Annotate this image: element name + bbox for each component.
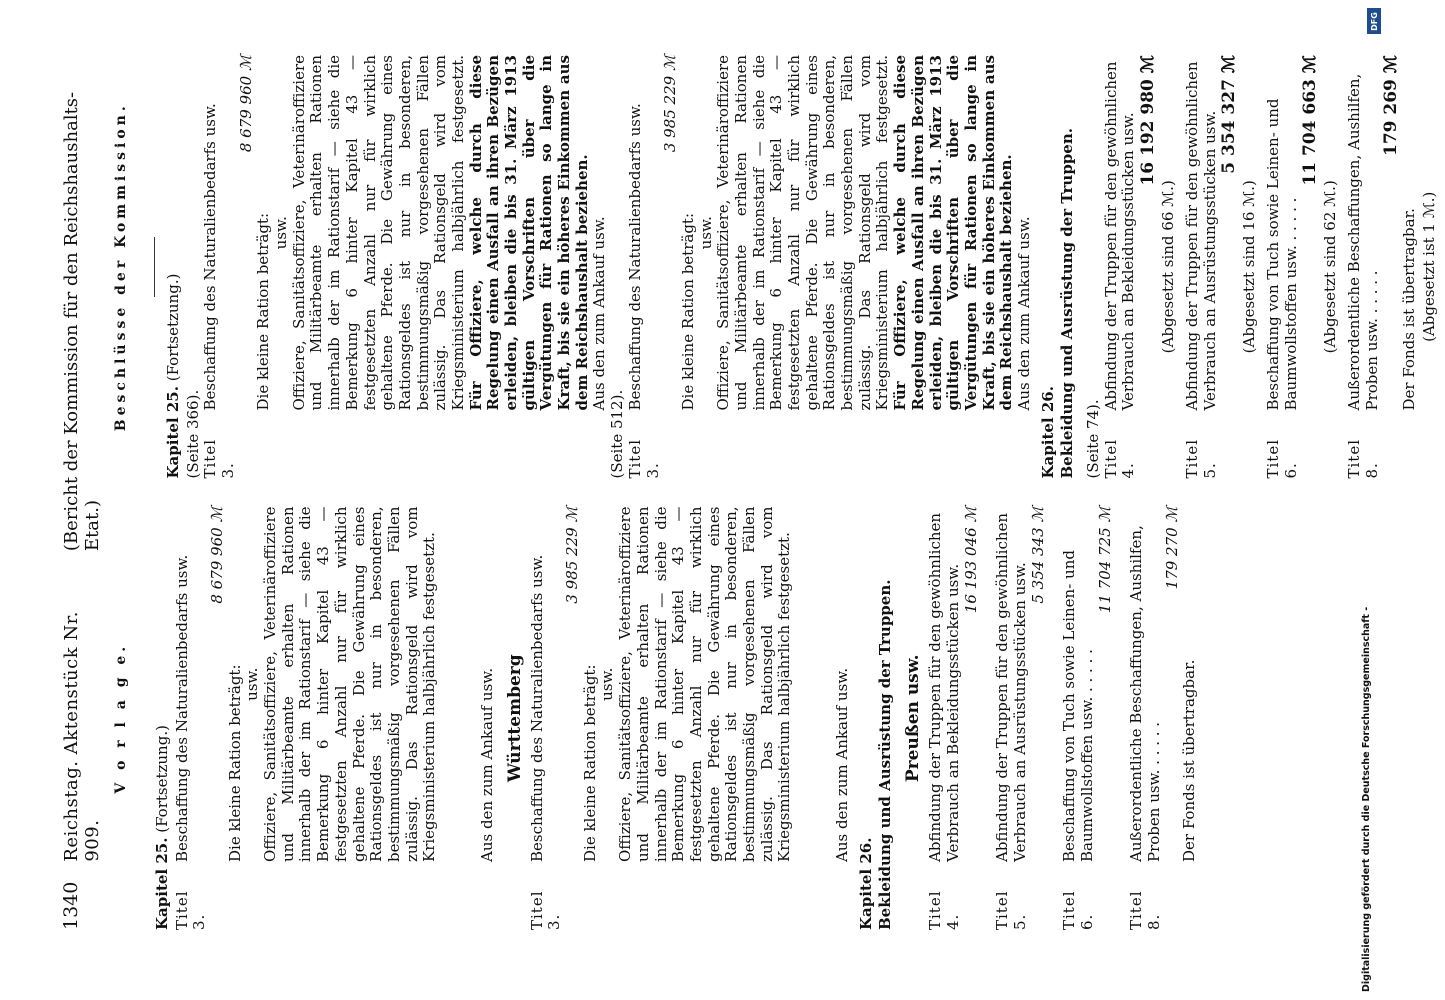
fortsetzung-label: (Fortsetzung.) bbox=[163, 273, 182, 382]
header-left: Reichstag. Aktenstück Nr. 909. bbox=[61, 611, 104, 862]
page-header bbox=[60, 55, 103, 930]
titel-text: Außerordentliche Beschaffungen, Aushilfen, Proben usw. . . . . . bbox=[1345, 73, 1381, 411]
titel-text: Beschaffung des Naturalienbedarfs usw. bbox=[625, 103, 644, 411]
titel-label: Titel 3. bbox=[527, 890, 564, 930]
seite-ref: (Seite 512). bbox=[608, 389, 627, 479]
titel-label: Titel 3. bbox=[625, 438, 662, 479]
titel-text: Abfindung der Truppen für den gewöhnlichen Verbrauch an Ausrüstungsstücken usw. bbox=[1182, 61, 1219, 411]
fonds-text: Der Fonds ist übertragbar. bbox=[1180, 659, 1199, 862]
titel-label: Titel 6. bbox=[1060, 890, 1096, 930]
titel-text: Beschaffung des Naturalienbedarfs usw. bbox=[172, 554, 191, 862]
ration-intro: Die kleine Ration beträgt: bbox=[225, 664, 244, 862]
titel-label: Titel 4. bbox=[926, 890, 962, 930]
amount: 16 192 980 ℳ bbox=[1138, 55, 1159, 186]
ankauf-text: Aus den zum Ankauf usw. bbox=[1014, 216, 1033, 411]
ankauf-text: Aus den zum Ankauf usw. bbox=[477, 667, 496, 862]
titel-label: Titel 5. bbox=[993, 890, 1029, 930]
amount: 8 679 960 ℳ bbox=[236, 55, 255, 153]
abgesetzt-note: (Abgesetzt sind 62 ℳ.) bbox=[1321, 180, 1340, 354]
titel-label: Titel 3. bbox=[172, 890, 209, 930]
titel-label: Titel 5. bbox=[1182, 438, 1219, 479]
titel-text: Abfindung der Truppen für den gewöhnlichen Verbrauch an Ausrüstungsstücken usw. bbox=[993, 512, 1029, 862]
ration-paragraph: Offiziere, Sanitätsoffiziere, Veterinäroffiziere und Militärbeamte erhalten Rationen innerhalb der im Rationstarif — siehe die Bemerkung 6 hinter Kapitel 43 — festgesetzten Anzahl nur für wirklich gehaltene Pferde. Die Gewährung eines Rationsgeldes ist nur in besonderen, bestimmungsmäßig vorgesehenen Fällen zulässig. Das Rationsgeld wird vom Kriegsministerium halbjährlich festgesetzt. Für Offiziere, welche durch diese Regelung einen Ausfall an ihren Bezügen erleiden, bleiben die bis 31. März 1913 gültigen Vorschriften über die Vergütungen für Rationen so lange in Kraft, bis sie ein höheres Einkommen aus dem Reichshaushalt beziehen. bbox=[289, 55, 591, 411]
kapitel-26-title: Bekleidung und Ausrüstung der Truppen. bbox=[1058, 128, 1077, 479]
titel-text: Beschaffung des Naturalienbedarfs usw. bbox=[201, 103, 220, 411]
amount: 3 985 229 ℳ bbox=[563, 506, 582, 604]
page-number: 1340 bbox=[60, 881, 82, 930]
ration-bold-amendment: Für Offiziere, welche durch diese Regelung einen Ausfall an ihren Bezügen erleiden, bleiben die bis 31. März 1913 gültigen Vorschriften über die Vergütungen für Rationen so lange in Kraft, bis sie ein höheres Einkommen aus dem Reichshaushalt beziehen. bbox=[466, 55, 591, 411]
state-heading-wuerttemberg: Württemberg bbox=[504, 654, 525, 783]
ration-intro: Die kleine Ration beträgt: bbox=[678, 212, 697, 411]
vorlage-heading: V o r l a g e. bbox=[113, 642, 130, 794]
state-heading-preussen: Preußen usw. bbox=[903, 654, 924, 783]
beschluesse-column bbox=[113, 55, 1444, 479]
kapitel-25-label: Kapitel 25. bbox=[163, 386, 182, 479]
amount: 5 354 327 ℳ bbox=[1219, 55, 1240, 174]
titel-label: Titel 6. bbox=[1263, 438, 1300, 479]
kapitel-26-label: Kapitel 26. bbox=[1038, 386, 1057, 479]
ration-bold-amendment: Für Offiziere, welche durch diese Regelung einen Ausfall an ihren Bezügen erleiden, bleiben die bis 31. März 1913 gültigen Vorschriften über die Vergütungen für Rationen so lange in Kraft, bis sie ein höheres Einkommen aus dem Reichshaushalt beziehen. bbox=[891, 55, 1016, 411]
titel-text: Abfindung der Truppen für den gewöhnlichen Verbrauch an Bekleidungsstücken usw. bbox=[1101, 61, 1138, 411]
titel-label: Titel 8. bbox=[1127, 890, 1164, 930]
usw-text: usw. bbox=[598, 667, 617, 701]
beschluesse-heading: Beschlüsse der Kommission. bbox=[113, 102, 130, 432]
fortsetzung-label: (Fortsetzung.) bbox=[152, 725, 171, 833]
titel-text: Beschaffung des Naturalienbedarfs usw. bbox=[527, 554, 546, 862]
titel-text: Beschaffung von Tuch sowie Leinen- und Baumwollstoffen usw. . . . . . bbox=[1060, 550, 1096, 862]
digitization-credit: Digitalisierung gefördert durch die Deutsche Forschungsgemeinschaft - bbox=[1361, 606, 1372, 992]
amount: 3 985 229 ℳ bbox=[661, 55, 680, 153]
amount: 16 193 046 ℳ bbox=[961, 506, 980, 614]
fonds-text: Der Fonds ist übertragbar. bbox=[1400, 208, 1419, 411]
usw-text: usw. bbox=[272, 216, 291, 250]
titel-label: Titel 8. bbox=[1345, 438, 1381, 479]
seite-ref: (Seite 366). bbox=[183, 389, 202, 479]
titel-label: Titel 4. bbox=[1101, 438, 1138, 479]
ration-paragraph: Offiziere, Sanitätsoffiziere, Veterinäroffiziere und Militärbeamte erhalten Rationen innerhalb der im Rationstarif — siehe die Bemerkung 6 hinter Kapitel 43 — festgesetzten Anzahl nur für wirklich gehaltene Pferde. Die Gewährung eines Rationsgeldes ist nur in besonderen, bestimmungsmäßig vorgesehenen Fällen zulässig. Das Rationsgeld wird vom Kriegsministerium halbjährlich festgesetzt. Für Offiziere, welche durch diese Regelung einen Ausfall an ihren Bezügen erleiden, bleiben die bis 31. März 1913 gültigen Vorschriften über die Vergütungen für Rationen so lange in Kraft, bis sie ein höheres Einkommen aus dem Reichshaushalt beziehen. bbox=[714, 55, 1016, 411]
abgesetzt-note: (Abgesetzt ist 1 ℳ.) bbox=[1420, 191, 1439, 342]
ration-paragraph: Offiziere, Sanitätsoffiziere, Veterinäroffiziere und Militärbeamte erhalten Rationen innerhalb der im Rationstarif — siehe die Bemerkung 6 hinter Kapitel 43 — festgesetzten Anzahl nur für wirklich gehaltene Pferde. Die Gewährung eines Rationsgeldes ist nur in besonderen, bestimmungsmäßig vorgesehenen Fällen zulässig. Das Rationsgeld wird vom Kriegsministerium halbjährlich festgesetzt. bbox=[261, 506, 439, 862]
ankauf-text: Aus den zum Ankauf usw. bbox=[833, 667, 852, 862]
vorlage-column bbox=[113, 507, 1444, 931]
amount: 5 354 343 ℳ bbox=[1028, 506, 1047, 604]
amount: 11 704 663 ℳ bbox=[1300, 55, 1321, 186]
titel-text: Abfindung der Truppen für den gewöhnlichen Verbrauch an Bekleidungsstücken usw. bbox=[926, 512, 962, 862]
kapitel-26-title: Bekleidung und Ausrüstung der Truppen. bbox=[876, 579, 895, 930]
ration-intro: Die kleine Ration beträgt: bbox=[580, 664, 599, 862]
amount: 179 269 ℳ bbox=[1381, 55, 1402, 156]
header-right: (Bericht der Kommission für den Reichshaushalts-Etat.) bbox=[61, 91, 104, 552]
titel-label: Titel 3. bbox=[201, 438, 238, 479]
ration-paragraph: Offiziere, Sanitätsoffiziere, Veterinäroffiziere und Militärbeamte erhalten Rationen innerhalb der im Rationstarif — siehe die Bemerkung 6 hinter Kapitel 43 — festgesetzten Anzahl nur für wirklich gehaltene Pferde. Die Gewährung eines Rationsgeldes ist nur in besonderen, bestimmungsmäßig vorgesehenen Fällen zulässig. Das Rationsgeld wird vom Kriegsministerium halbjährlich festgesetzt. bbox=[616, 506, 794, 862]
usw-text: usw. bbox=[243, 667, 262, 701]
amount: 179 270 ℳ bbox=[1162, 506, 1181, 590]
divider bbox=[154, 237, 155, 297]
seite-ref: (Seite 74). bbox=[1084, 399, 1103, 479]
dfg-logo: DFG bbox=[1367, 8, 1381, 34]
usw-text: usw. bbox=[696, 216, 715, 250]
titel-text: Beschaffung von Tuch sowie Leinen- und Baumwollstoffen usw. . . . . . bbox=[1263, 98, 1300, 411]
ration-intro: Die kleine Ration beträgt: bbox=[254, 212, 273, 411]
kapitel-25-label: Kapitel 25. bbox=[152, 837, 171, 930]
abgesetzt-note: (Abgesetzt sind 16 ℳ.) bbox=[1240, 180, 1259, 354]
abgesetzt-note: (Abgesetzt sind 66 ℳ.) bbox=[1159, 180, 1178, 354]
kapitel-26-label: Kapitel 26. bbox=[856, 837, 875, 930]
ankauf-text: Aus den zum Ankauf usw. bbox=[590, 216, 609, 411]
amount: 8 679 960 ℳ bbox=[208, 506, 227, 604]
titel-text: Außerordentliche Beschaffungen, Aushilfen, Proben usw. . . . . . bbox=[1127, 525, 1164, 862]
amount: 11 704 725 ℳ bbox=[1095, 506, 1114, 614]
